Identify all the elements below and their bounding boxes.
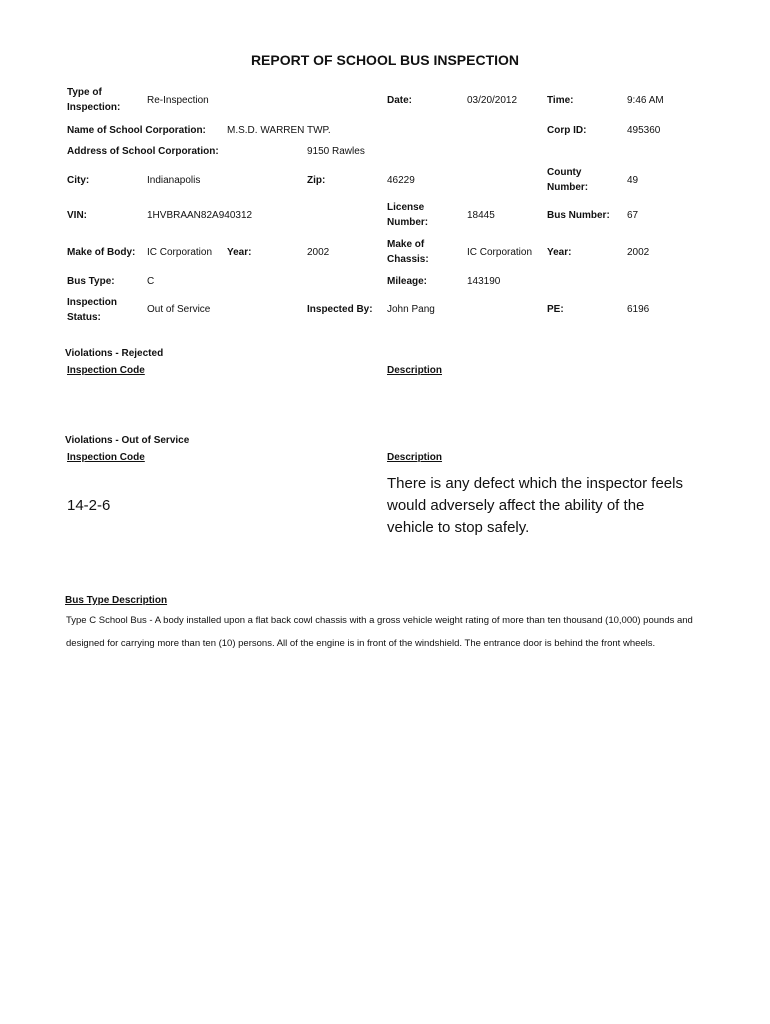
chassis-year-value: 2002	[627, 247, 650, 258]
bus-type-description-text: Type C School Bus - A body installed upon a flat back cowl chassis with a gross vehicle weight rating of more than ten thousand (10,000) pounds and designed for carrying more than ten (10) persons. All of the engine is in front of the windshield. The entrance door is behind the front wheels.	[66, 615, 693, 649]
time-label: Time:	[547, 95, 574, 106]
address-value: 9150 Rawles	[307, 146, 365, 157]
rejected-desc-header: Description	[387, 365, 443, 376]
oos-description-line-2: would adversely affect the ability of the	[387, 497, 645, 514]
oos-inspection-code: 14-2-6	[67, 497, 111, 514]
bus-type-description-heading: Bus Type Description	[65, 595, 168, 606]
make-chassis-label: Make of	[387, 239, 425, 250]
county-label: County	[547, 167, 582, 178]
oos-description-line-3: vehicle to stop safely.	[387, 519, 530, 536]
license-label-2: Number:	[387, 217, 429, 228]
make-body-value: IC Corporation	[147, 247, 213, 258]
time-value: 9:46 AM	[627, 95, 664, 106]
mileage-value: 143190	[467, 276, 501, 287]
type-of-inspection-label: Type of	[67, 87, 102, 98]
type-of-inspection-value: Re-Inspection	[147, 95, 209, 106]
oos-description-line-1: There is any defect which the inspector feels	[387, 475, 683, 492]
license-value: 18445	[467, 210, 495, 221]
vin-value: 1HVBRAAN82A940312	[147, 210, 253, 221]
date-value: 03/20/2012	[467, 95, 518, 106]
page-title: REPORT OF SCHOOL BUS INSPECTION	[250, 52, 520, 68]
county-value: 49	[627, 175, 639, 186]
license-label: License	[387, 202, 425, 213]
violations-oos-heading: Violations - Out of Service	[65, 435, 190, 446]
make-chassis-value: IC Corporation	[467, 247, 533, 258]
school-corp-value: M.S.D. WARREN TWP.	[227, 125, 331, 136]
body-year-label: Year:	[227, 247, 252, 258]
inspected-by-value: John Pang	[387, 304, 435, 315]
bus-number-value: 67	[627, 210, 639, 221]
make-body-label: Make of Body:	[67, 247, 136, 258]
oos-desc-header: Description	[387, 452, 443, 463]
oos-code-header: Inspection Code	[67, 452, 145, 463]
inspection-status-value: Out of Service	[147, 304, 211, 315]
city-label: City:	[67, 175, 90, 186]
inspection-status-label: Inspection	[67, 297, 118, 308]
bus-number-label: Bus Number:	[547, 210, 610, 221]
county-label-2: Number:	[547, 182, 589, 193]
corp-id-label: Corp ID:	[547, 125, 587, 136]
school-corp-label: Name of School Corporation:	[67, 125, 206, 136]
bus-type-value: C	[147, 276, 155, 287]
chassis-year-label: Year:	[547, 247, 572, 258]
inspected-by-label: Inspected By:	[307, 304, 373, 315]
inspection-status-label-2: Status:	[67, 312, 101, 323]
vin-label: VIN:	[67, 210, 87, 221]
date-label: Date:	[387, 95, 413, 106]
violations-rejected-heading: Violations - Rejected	[65, 348, 164, 359]
address-label: Address of School Corporation:	[67, 146, 219, 157]
bus-type-label: Bus Type:	[67, 276, 115, 287]
zip-value: 46229	[387, 175, 415, 186]
mileage-label: Mileage:	[387, 276, 428, 287]
body-year-value: 2002	[307, 247, 330, 258]
corp-id-value: 495360	[627, 125, 661, 136]
make-chassis-label-2: Chassis:	[387, 254, 429, 265]
rejected-code-header: Inspection Code	[67, 365, 145, 376]
pe-value: 6196	[627, 304, 650, 315]
pe-label: PE:	[547, 304, 564, 315]
zip-label: Zip:	[307, 175, 326, 186]
city-value: Indianapolis	[147, 175, 201, 186]
type-of-inspection-label-2: Inspection:	[67, 102, 121, 113]
